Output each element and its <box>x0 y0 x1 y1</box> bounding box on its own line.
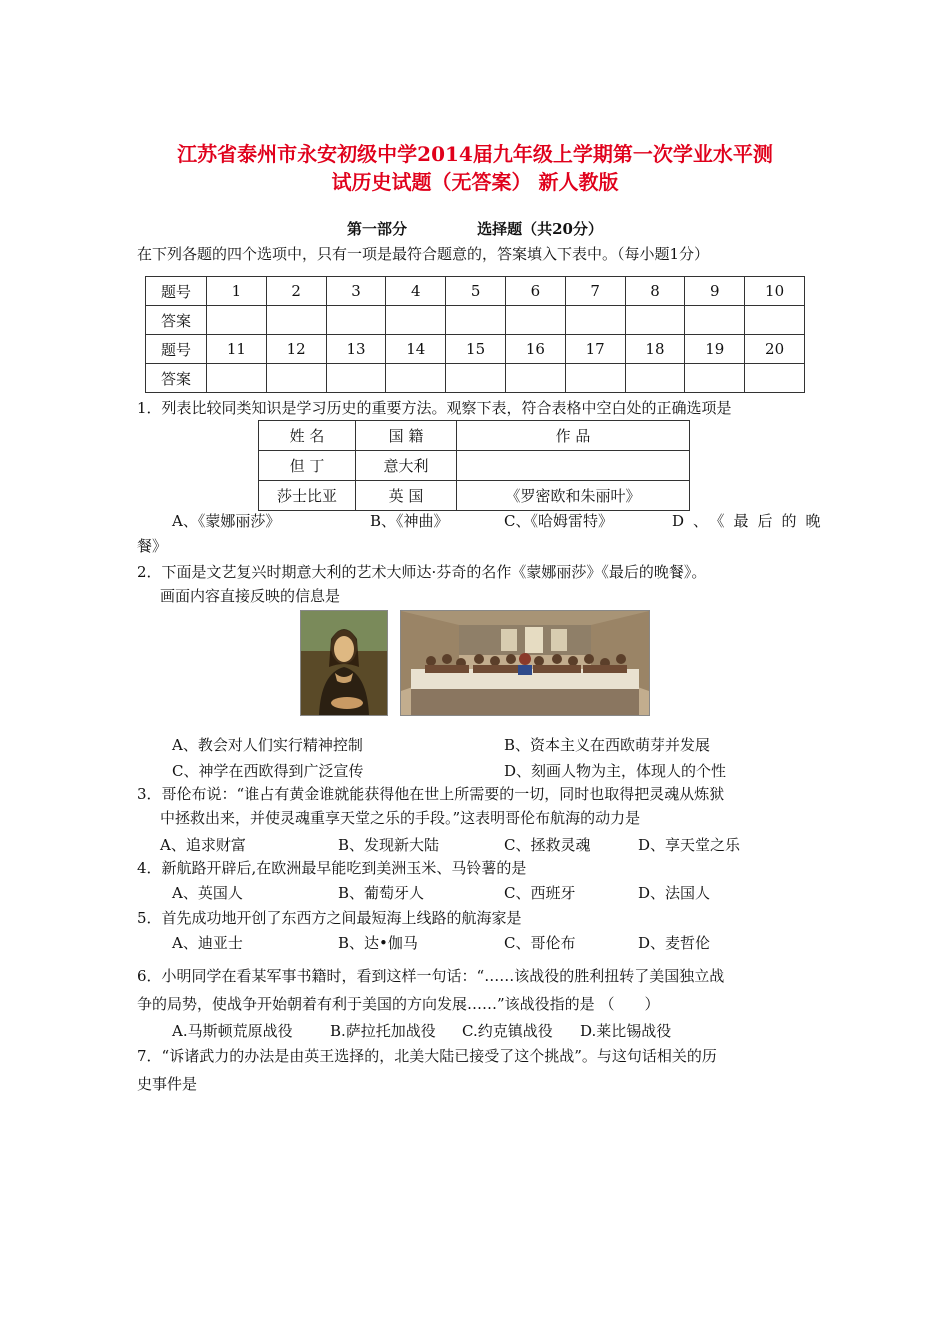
q6-stem-line-2: 争的局势，使战争开始朝着有利于美国的方向发展……”该战役指的是 （ ） <box>137 995 660 1013</box>
q3-option-a[interactable]: A、追求财富 <box>160 836 246 854</box>
question-number: 5 <box>446 277 506 306</box>
q5-option-b[interactable]: B、达•伽马 <box>338 934 418 952</box>
q1-option-b[interactable]: B、《神曲》 <box>370 512 449 530</box>
answer-cell[interactable] <box>565 306 625 335</box>
mona-lisa-painting-icon <box>301 611 387 715</box>
answer-cell[interactable] <box>446 306 506 335</box>
header-nationality: 国 籍 <box>356 421 457 451</box>
q2-option-d[interactable]: D、刻画人物为主，体现人的个性 <box>504 762 727 780</box>
answer-cell[interactable] <box>266 306 326 335</box>
answer-cell[interactable] <box>207 306 267 335</box>
q6-option-c[interactable]: C.约克镇战役 <box>462 1022 553 1040</box>
last-supper-image <box>400 610 650 716</box>
cell-nationality: 英 国 <box>356 481 457 511</box>
q3-option-d[interactable]: D、享天堂之乐 <box>638 836 741 854</box>
header-work: 作 品 <box>457 421 690 451</box>
answer-cell[interactable] <box>625 364 685 393</box>
cell-work: 《罗密欧和朱丽叶》 <box>457 481 690 511</box>
question-number: 8 <box>625 277 685 306</box>
answer-cell[interactable] <box>685 306 745 335</box>
title-line-2: 试历史试题（无答案） 新人教版 <box>331 170 619 194</box>
q4-option-d[interactable]: D、法国人 <box>638 884 711 902</box>
q5-stem: 5．首先成功地开创了东西方之间最短海上线路的航海家是 <box>137 909 522 927</box>
q2-option-c[interactable]: C、神学在西欧得到广泛宣传 <box>172 762 364 780</box>
header-name: 姓 名 <box>259 421 356 451</box>
answer-cell[interactable] <box>745 364 805 393</box>
answer-cell[interactable] <box>207 364 267 393</box>
question-number: 16 <box>505 335 565 364</box>
question-number: 2 <box>266 277 326 306</box>
question-number: 1 <box>207 277 267 306</box>
last-supper-painting-icon <box>401 611 649 715</box>
cell-name: 但 丁 <box>259 451 356 481</box>
q3-stem-line-2: 中拯救出来，并使灵魂重享天堂之乐的手段。”这表明哥伦布航海的动力是 <box>160 809 641 827</box>
table-header-row <box>259 421 690 451</box>
q4-option-c[interactable]: C、西班牙 <box>504 884 576 902</box>
q6-stem-line-1: 6．小明同学在看某军事书籍时，看到这样一句话：“……该战役的胜利扭转了美国独立战 <box>137 967 725 985</box>
answer-cell[interactable] <box>685 364 745 393</box>
q4-option-b[interactable]: B、葡萄牙人 <box>338 884 425 902</box>
q6-option-b[interactable]: B.萨拉托加战役 <box>330 1022 436 1040</box>
q1-option-d-continued: 餐》 <box>137 537 168 555</box>
question-number: 12 <box>266 335 326 364</box>
q6-option-a[interactable]: A.马斯顿荒原战役 <box>172 1022 293 1040</box>
q3-stem-line-1: 3．哥伦布说：“谁占有黄金谁就能获得他在世上所需要的一切，同时也取得把灵魂从炼狱 <box>137 785 725 803</box>
q2-stem-line-2: 画面内容直接反映的信息是 <box>160 587 341 605</box>
question-number: 11 <box>207 335 267 364</box>
question-number: 3 <box>326 277 386 306</box>
question-number: 7 <box>565 277 625 306</box>
row-label: 答案 <box>146 306 207 335</box>
question-number: 17 <box>565 335 625 364</box>
question-number: 10 <box>745 277 805 306</box>
question-number: 15 <box>446 335 506 364</box>
answer-cell[interactable] <box>326 306 386 335</box>
answer-cell[interactable] <box>625 306 685 335</box>
answer-cell[interactable] <box>386 306 446 335</box>
q4-stem: 4．新航路开辟后,在欧洲最早能吃到美洲玉米、马铃薯的是 <box>137 859 527 877</box>
q3-option-c[interactable]: C、拯救灵魂 <box>504 836 591 854</box>
q1-comparison-table <box>258 420 690 511</box>
mona-lisa-image <box>300 610 388 716</box>
answer-cell[interactable] <box>505 364 565 393</box>
question-number: 20 <box>745 335 805 364</box>
question-number: 13 <box>326 335 386 364</box>
section-name: 选择题（共20分） <box>477 220 603 238</box>
answer-table-row <box>146 306 805 335</box>
q1-option-c[interactable]: C、《哈姆雷特》 <box>504 512 613 530</box>
row-label: 题号 <box>146 277 207 306</box>
q6-option-d[interactable]: D.莱比锡战役 <box>580 1022 672 1040</box>
question-number: 9 <box>685 277 745 306</box>
answer-table <box>145 276 805 393</box>
row-label: 答案 <box>146 364 207 393</box>
section-part: 第一部分 <box>347 220 408 238</box>
answer-table-row <box>146 364 805 393</box>
question-number: 19 <box>685 335 745 364</box>
q1-option-d[interactable]: D、《最后的晚 <box>672 512 830 530</box>
title-line-1: 江苏省泰州市永安初级中学2014届九年级上学期第一次学业水平测 <box>177 142 773 166</box>
answer-cell[interactable] <box>386 364 446 393</box>
answer-cell[interactable] <box>326 364 386 393</box>
answer-cell[interactable] <box>446 364 506 393</box>
cell-nationality: 意大利 <box>356 451 457 481</box>
q5-option-c[interactable]: C、哥伦布 <box>504 934 576 952</box>
q3-option-b[interactable]: B、发现新大陆 <box>338 836 440 854</box>
cell-work-blank <box>457 451 690 481</box>
question-number: 6 <box>505 277 565 306</box>
q2-option-a[interactable]: A、教会对人们实行精神控制 <box>172 736 363 754</box>
document-title <box>120 140 830 196</box>
question-number: 14 <box>386 335 446 364</box>
answer-cell[interactable] <box>266 364 326 393</box>
table-row <box>259 451 690 481</box>
q2-stem-line-1: 2．下面是文艺复兴时期意大利的艺术大师达·芬奇的名作《蒙娜丽莎》《最后的晚餐》。 <box>137 563 707 581</box>
cell-name: 莎士比亚 <box>259 481 356 511</box>
answer-cell[interactable] <box>565 364 625 393</box>
q1-stem: 1．列表比较同类知识是学习历史的重要方法。观察下表，符合表格中空白处的正确选项是 <box>137 399 732 417</box>
q7-stem-line-1: 7．“诉诸武力的办法是由英王选择的，北美大陆已接受了这个挑战”。与这句话相关的历 <box>137 1047 717 1065</box>
q1-option-a[interactable]: A、《蒙娜丽莎》 <box>172 512 281 530</box>
table-row <box>259 481 690 511</box>
q5-option-a[interactable]: A、迪亚士 <box>172 934 243 952</box>
answer-cell[interactable] <box>505 306 565 335</box>
answer-cell[interactable] <box>745 306 805 335</box>
row-label: 题号 <box>146 335 207 364</box>
section-heading <box>0 218 950 239</box>
answer-table-row <box>146 335 805 364</box>
q2-option-b[interactable]: B、资本主义在西欧萌芽并发展 <box>504 736 711 754</box>
question-number: 18 <box>625 335 685 364</box>
answer-table-row <box>146 277 805 306</box>
question-number: 4 <box>386 277 446 306</box>
q7-stem-line-2: 史事件是 <box>137 1075 198 1093</box>
q4-option-a[interactable]: A、英国人 <box>172 884 243 902</box>
q5-option-d[interactable]: D、麦哲伦 <box>638 934 711 952</box>
instruction-text: 在下列各题的四个选项中，只有一项是最符合题意的，答案填入下表中。（每小题1分） <box>137 245 710 263</box>
